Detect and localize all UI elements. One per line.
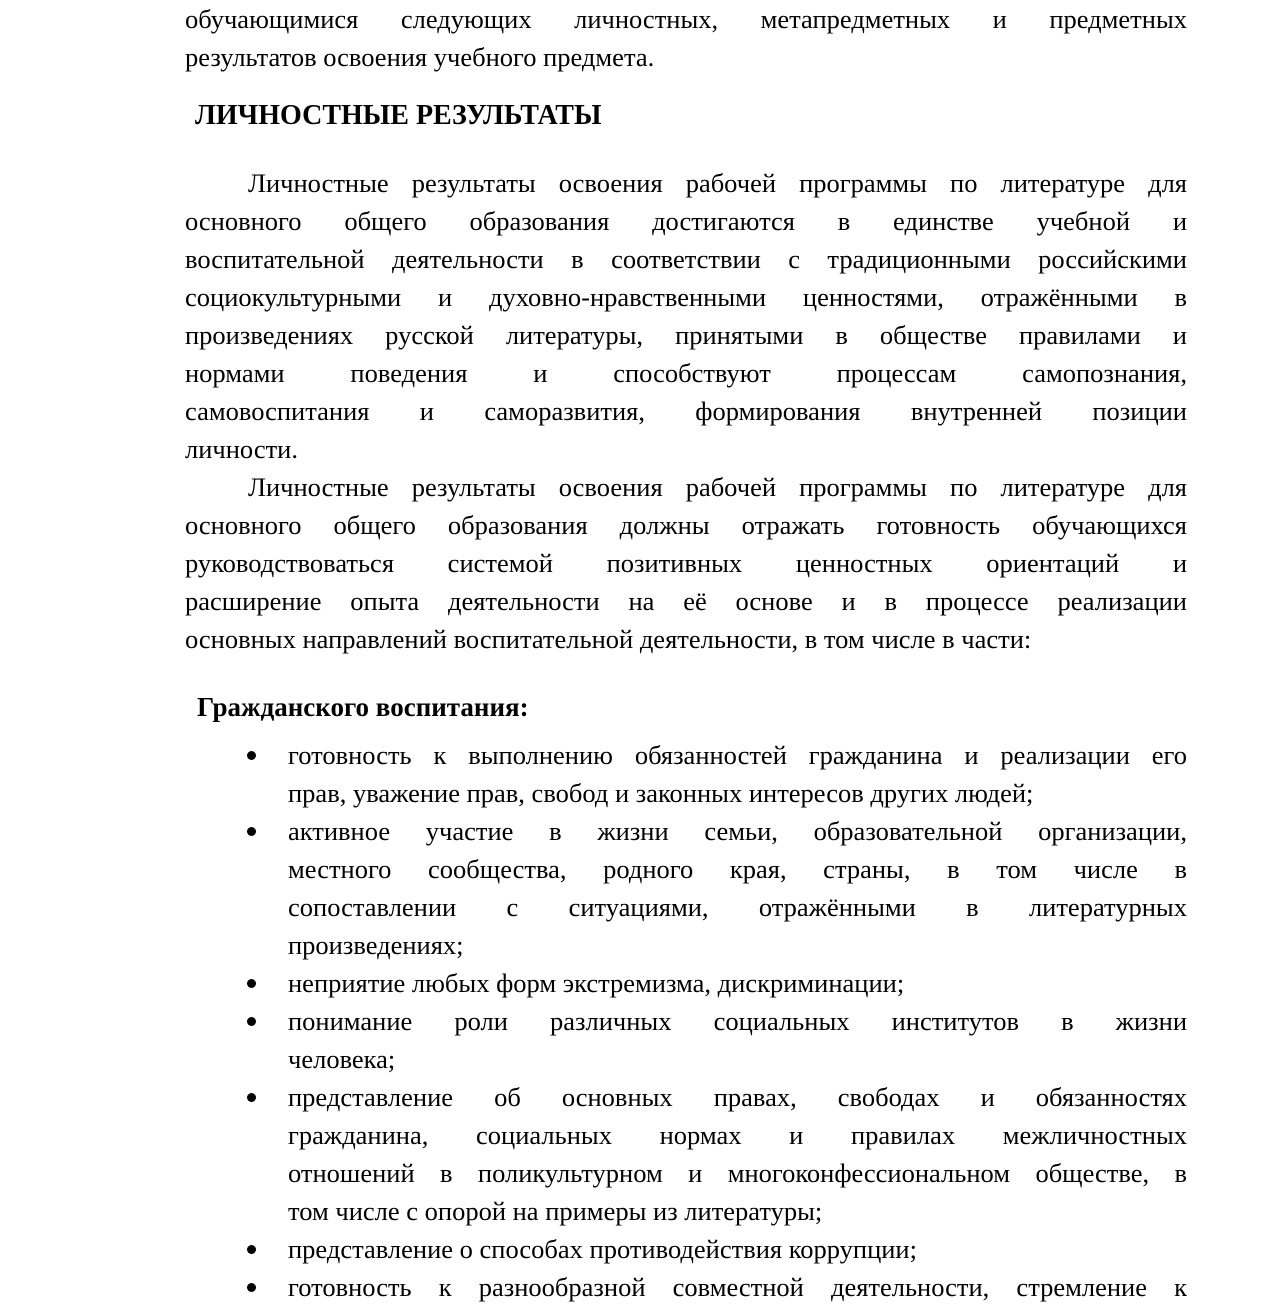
text-line: результатов освоения учебного предмета. — [185, 42, 655, 72]
text-line: личности. — [185, 434, 298, 464]
bullet-list — [185, 736, 1187, 1306]
text-line: гражданина, социальных нормах и правилах межличностных — [288, 1120, 1187, 1150]
paragraph — [185, 468, 1187, 658]
paragraph — [185, 164, 1187, 468]
text-line: обучающимися следующих личностных, метапредметных и предметных — [185, 4, 1187, 34]
text-line: том числе с опорой на примеры из литературы; — [288, 1196, 823, 1226]
bullet-icon — [247, 1093, 256, 1102]
text-line: Личностные результаты освоения рабочей программы по литературе для — [248, 168, 1187, 198]
bullet-icon — [247, 979, 256, 988]
text-line: человека; — [288, 1044, 396, 1074]
text-line: готовность к выполнению обязанностей гражданина и реализации его — [288, 740, 1187, 770]
text-line: произведениях; — [288, 930, 464, 960]
list-item — [185, 736, 1187, 812]
text-line: произведениях русской литературы, принятыми в обществе правилами и — [185, 320, 1187, 350]
list-item — [185, 1002, 1187, 1078]
intro-paragraph — [185, 0, 1187, 76]
text-line: представление об основных правах, свободах и обязанностях — [288, 1082, 1187, 1112]
text-line: местного сообщества, родного края, страны, в том числе в — [288, 854, 1187, 884]
text-line: отношений в поликультурном и многоконфессиональном обществе, в — [288, 1158, 1187, 1188]
subsection-heading: Гражданского воспитания: — [197, 692, 529, 722]
text-line: воспитательной деятельности в соответствии с традиционными российскими — [185, 244, 1187, 274]
text-line: неприятие любых форм экстремизма, дискриминации; — [288, 968, 905, 998]
text-line: активное участие в жизни семьи, образовательной организации, — [288, 816, 1187, 846]
list-item — [185, 964, 1187, 1002]
text-line: нормами поведения и способствуют процессам самопознания, — [185, 358, 1187, 388]
text-line: представление о способах противодействия коррупции; — [288, 1234, 917, 1264]
text-line: готовность к разнообразной совместной деятельности, стремление к — [288, 1272, 1187, 1302]
list-item — [185, 812, 1187, 964]
bullet-icon — [247, 751, 256, 760]
bullet-icon — [247, 1245, 256, 1254]
list-item — [185, 1078, 1187, 1230]
list-item — [185, 1230, 1187, 1268]
text-line: понимание роли различных социальных институтов в жизни — [288, 1006, 1187, 1036]
text-line: прав, уважение прав, свобод и законных интересов других людей; — [288, 778, 1034, 808]
text-line: основного общего образования достигаются в единстве учебной и — [185, 206, 1187, 236]
text-line: основных направлений воспитательной деятельности, в том числе в части: — [185, 624, 1032, 654]
text-line: руководствоваться системой позитивных ценностных ориентаций и — [185, 548, 1187, 578]
section-heading: ЛИЧНОСТНЫЕ РЕЗУЛЬТАТЫ — [195, 100, 602, 131]
bullet-icon — [247, 1017, 256, 1026]
text-line: Личностные результаты освоения рабочей программы по литературе для — [248, 472, 1187, 502]
bullet-icon — [247, 827, 256, 836]
text-line: самовоспитания и саморазвития, формирования внутренней позиции — [185, 396, 1187, 426]
text-line: основного общего образования должны отражать готовность обучающихся — [185, 510, 1187, 540]
text-line: расширение опыта деятельности на её основе и в процессе реализации — [185, 586, 1187, 616]
text-line: сопоставлении с ситуациями, отражёнными в литературных — [288, 892, 1187, 922]
text-line: социокультурными и духовно-нравственными ценностями, отражёнными в — [185, 282, 1187, 312]
list-item — [185, 1268, 1187, 1306]
bullet-icon — [247, 1283, 256, 1292]
